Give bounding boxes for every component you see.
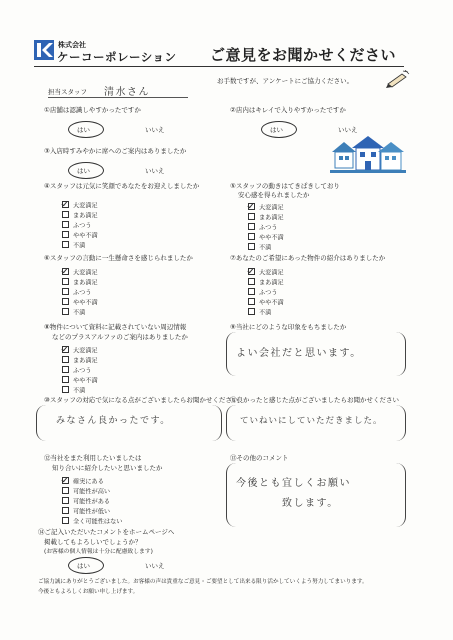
q8-checkbox-2[interactable] — [62, 356, 69, 363]
q7-checkbox-1[interactable] — [248, 268, 255, 275]
q4-checkbox-3[interactable] — [62, 221, 69, 228]
q8-option-5[interactable]: 不満 — [62, 386, 85, 395]
q5-option-4[interactable]: やや不満 — [248, 233, 284, 242]
question-5: ⑤スタッフの動きはてきぱきしており — [230, 182, 340, 190]
question-12-cont: 知り合いに紹介したいと思いましたか — [52, 464, 163, 472]
question-5-cont: 安心感を得られましたか — [238, 191, 310, 199]
q8-option-3[interactable]: ふつう — [62, 366, 92, 375]
q12-option-1[interactable]: 確実にある — [62, 477, 104, 486]
q13-answer-line-1: 今後とも宜しくお願い — [236, 478, 351, 489]
q1-yes[interactable]: はい — [77, 126, 90, 134]
question-1: ①店舗は認識しやすかったですか — [44, 106, 141, 114]
q1-yes-circle — [68, 121, 104, 138]
q5-checkbox-3[interactable] — [248, 223, 255, 230]
q12-option-3[interactable]: 可能性がある — [62, 497, 110, 506]
question-14: ⑭ご記入いただいたコメントをホームページへ — [38, 528, 175, 536]
q7-option-3[interactable]: ふつう — [248, 288, 278, 297]
q4-checkbox-1[interactable] — [62, 201, 69, 208]
q6-checkbox-5[interactable] — [62, 308, 69, 315]
q8-checkbox-5[interactable] — [62, 386, 69, 393]
q6-option-2[interactable]: まあ満足 — [62, 278, 98, 287]
q4-checkbox-2[interactable] — [62, 211, 69, 218]
footer-line-2: 今後ともよろしくお願い申し上げます。 — [38, 589, 139, 595]
q7-option-4[interactable]: やや不満 — [248, 298, 284, 307]
q12-checkbox-4[interactable] — [62, 507, 69, 514]
q6-checkbox-4[interactable] — [62, 298, 69, 305]
staff-label: 担当スタッフ — [48, 88, 87, 96]
houses-icon — [330, 134, 406, 174]
staff-name: 清水さん — [104, 87, 150, 98]
q5-option-3[interactable]: ふつう — [248, 223, 278, 232]
q4-option-4[interactable]: やや不満 — [62, 231, 98, 240]
q7-option-5[interactable]: 不満 — [248, 308, 271, 317]
q7-option-1[interactable]: 大変満足 — [248, 268, 284, 277]
q3-yes-circle — [68, 162, 104, 179]
q4-checkbox-4[interactable] — [62, 231, 69, 238]
q7-checkbox-2[interactable] — [248, 278, 255, 285]
question-3: ③入店時すみやかに席へのご案内はありましたか — [44, 147, 187, 155]
question-14-cont: 掲載してもよろしいでしょうか？ — [44, 538, 142, 546]
question-10: ⑩スタッフの対応で気になる点がございましたらお聞かせください — [44, 396, 239, 404]
question-2: ②店内はキレイで入りやすかったですか — [230, 106, 346, 114]
q2-yes-circle — [261, 121, 297, 138]
q6-option-1[interactable]: 大変満足 — [62, 268, 98, 277]
company-name: ケーコーポレーション — [57, 50, 177, 64]
q5-checkbox-4[interactable] — [248, 233, 255, 240]
q8-option-2[interactable]: まあ満足 — [62, 356, 98, 365]
q12-checkbox-3[interactable] — [62, 497, 69, 504]
q5-checkbox-1[interactable] — [248, 203, 255, 210]
q2-no[interactable]: いいえ — [338, 126, 358, 134]
q8-option-1[interactable]: 大変満足 — [62, 346, 98, 355]
q6-option-3[interactable]: ふつう — [62, 288, 92, 297]
q4-checkbox-5[interactable] — [62, 241, 69, 248]
question-11: ⑪良かったと感じた点がございましたらお聞かせください — [230, 396, 399, 404]
q6-checkbox-3[interactable] — [62, 288, 69, 295]
q4-option-1[interactable]: 大変満足 — [62, 201, 98, 210]
pencil-icon — [384, 70, 410, 88]
q5-checkbox-2[interactable] — [248, 213, 255, 220]
question-14-note: (お客様の個人情報は十分に配慮致します) — [44, 549, 153, 555]
q11-answer: ていねいにしていただきました。 — [240, 416, 383, 426]
q6-checkbox-2[interactable] — [62, 278, 69, 285]
q2-yes[interactable]: はい — [270, 126, 283, 134]
q3-no[interactable]: いいえ — [145, 167, 165, 175]
question-6: ⑥スタッフの言動に一生懸命さを感じられましたか — [44, 254, 193, 262]
footer-line-1: ご協力誠にありがとうございました。お客様の声は貴重なご意見・ご要望として出来る限り活かしていくよう努力してまいります。 — [38, 579, 368, 585]
intro-text: お手数ですが、アンケートにご協力ください。 — [217, 77, 354, 85]
q13-answer-line-2: 致します。 — [282, 498, 339, 509]
header-rule — [34, 66, 404, 67]
q7-checkbox-5[interactable] — [248, 308, 255, 315]
q12-option-2[interactable]: 可能性が高い — [62, 487, 110, 496]
question-4: ④スタッフは元気に笑顔であなたをお迎えしましたか — [44, 182, 200, 190]
question-13: ⑬その他のコメント — [230, 454, 289, 462]
q8-checkbox-3[interactable] — [62, 366, 69, 373]
q7-checkbox-4[interactable] — [248, 298, 255, 305]
q1-no[interactable]: いいえ — [145, 126, 165, 134]
q12-option-5[interactable]: 全く可能性はない — [62, 517, 123, 526]
q5-option-2[interactable]: まあ満足 — [248, 213, 284, 222]
q5-checkbox-5[interactable] — [248, 243, 255, 250]
q14-yes[interactable]: はい — [77, 562, 90, 570]
question-8-cont: などのプラスアルファのご案内はありましたか — [52, 333, 188, 341]
q14-no[interactable]: いいえ — [145, 562, 165, 570]
q8-checkbox-1[interactable] — [62, 346, 69, 353]
q7-checkbox-3[interactable] — [248, 288, 255, 295]
page-title: ご意見をお聞かせください — [210, 46, 397, 64]
q12-option-4[interactable]: 可能性が低い — [62, 507, 110, 516]
q10-answer: みなさん良かったです。 — [56, 416, 171, 426]
q12-checkbox-5[interactable] — [62, 517, 69, 524]
q12-checkbox-1[interactable] — [62, 477, 69, 484]
logo-k-icon — [34, 40, 54, 60]
q7-option-2[interactable]: まあ満足 — [248, 278, 284, 287]
question-8: ⑧物件について資料に記載されていない周辺情報 — [44, 323, 187, 331]
q9-answer: よい会社だと思います。 — [236, 348, 362, 359]
q8-checkbox-4[interactable] — [62, 376, 69, 383]
q6-option-4[interactable]: やや不満 — [62, 298, 98, 307]
q12-checkbox-2[interactable] — [62, 487, 69, 494]
question-7: ⑦あなたのご希望にあった物件の紹介はありましたか — [230, 254, 386, 262]
q4-option-5[interactable]: 不満 — [62, 241, 85, 250]
q8-option-4[interactable]: やや不満 — [62, 376, 98, 385]
q3-yes[interactable]: はい — [77, 167, 90, 175]
q5-option-1[interactable]: 大変満足 — [248, 203, 284, 212]
q14-yes-circle — [68, 557, 104, 574]
q4-option-3[interactable]: ふつう — [62, 221, 92, 230]
q4-option-2[interactable]: まあ満足 — [62, 211, 98, 220]
question-12: ⑫当社をまた利用したいましたは — [44, 454, 142, 462]
question-9: ⑨当社にどのような印象をもちましたか — [230, 323, 347, 331]
q5-option-5[interactable]: 不満 — [248, 243, 271, 252]
company-prefix: 株式会社 — [58, 41, 86, 49]
q6-checkbox-1[interactable] — [62, 268, 69, 275]
staff-underline — [48, 97, 188, 98]
q6-option-5[interactable]: 不満 — [62, 308, 85, 317]
